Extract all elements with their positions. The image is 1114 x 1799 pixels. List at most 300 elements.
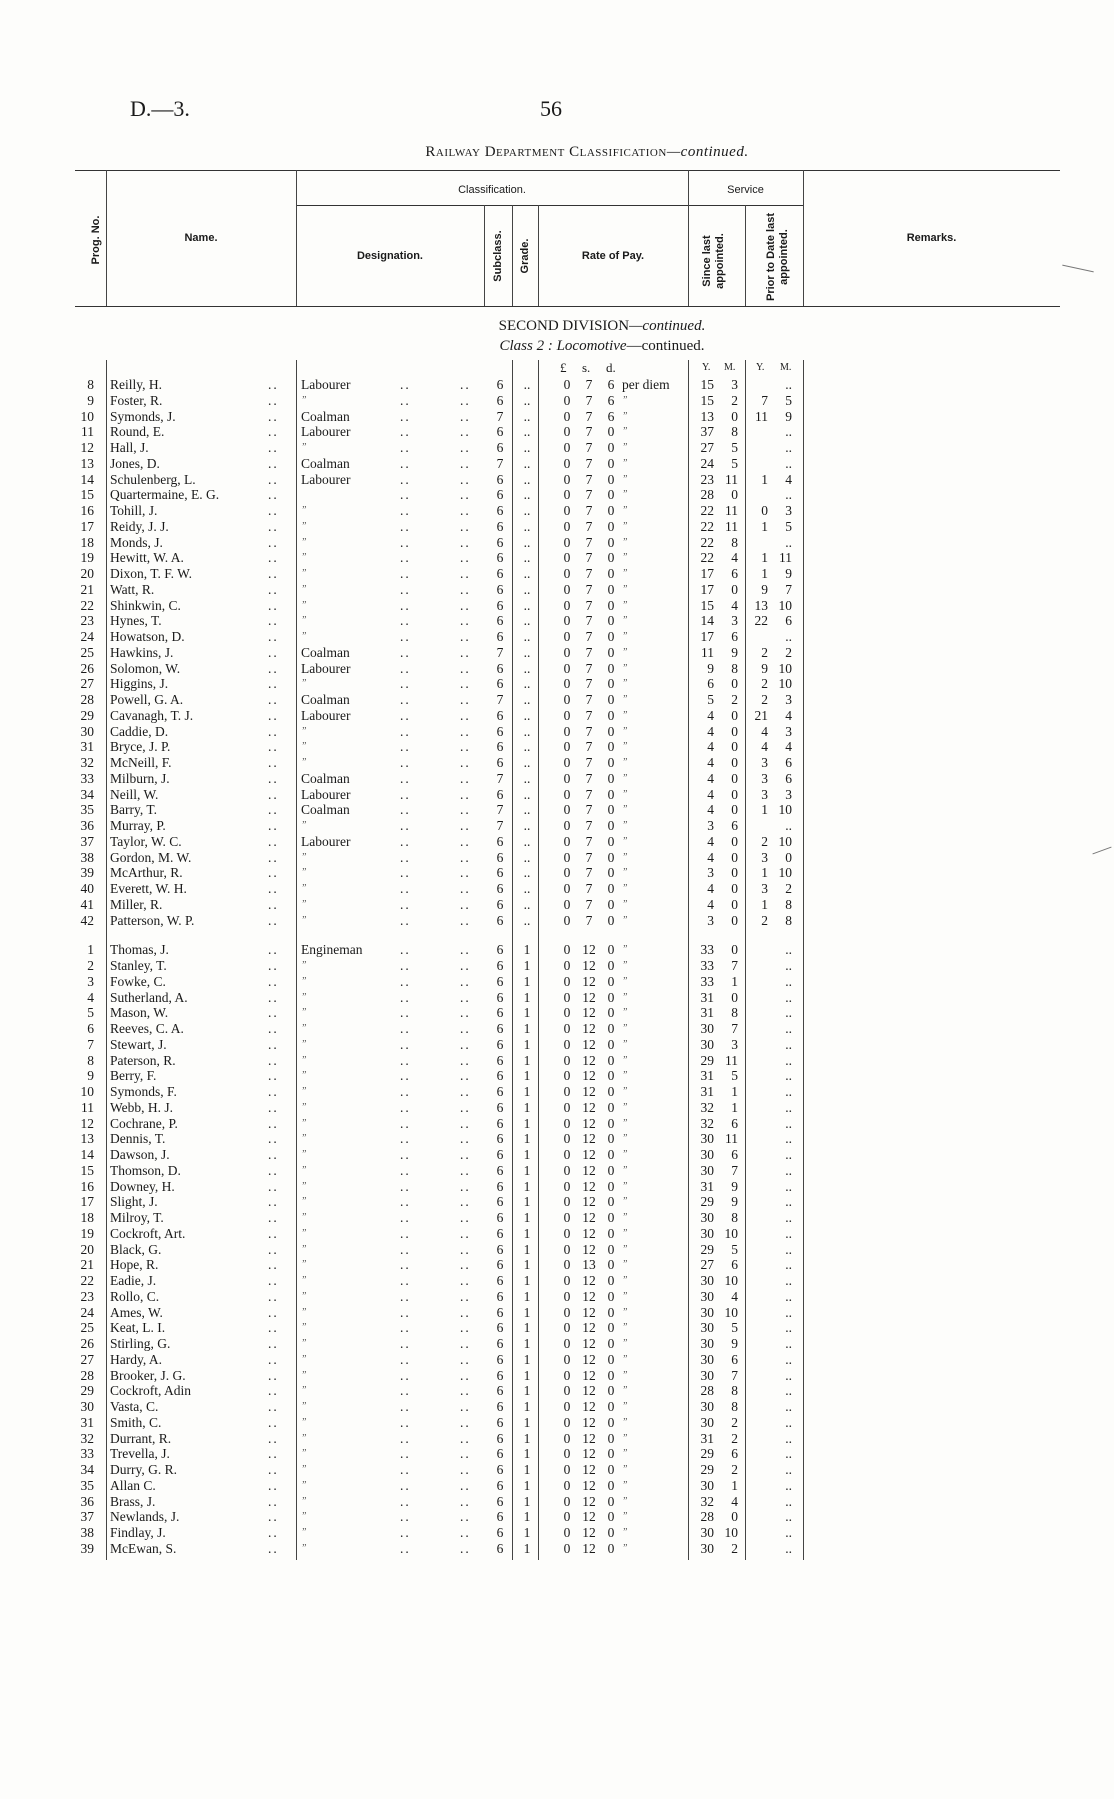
prog-no: 23 [80, 1288, 94, 1304]
leader-dots: .. [268, 613, 279, 629]
subclass: 6 [496, 440, 504, 455]
since-months: 8 [731, 1399, 738, 1414]
grade: .. [523, 518, 531, 534]
leader-dots: .. [268, 958, 279, 973]
pay-pounds: 0 [563, 1084, 571, 1099]
since-months: 11 [725, 1052, 738, 1068]
prior-months: 4 [785, 471, 792, 487]
since-years: 17 [700, 581, 714, 597]
employee-name: Downey, H. [110, 1178, 175, 1194]
leader-dots: .. [460, 424, 471, 440]
leader-dots: .. [400, 833, 411, 849]
since-years: 31 [700, 1005, 714, 1021]
pay-note: ” [622, 725, 628, 737]
pay-shillings: 12 [582, 1131, 596, 1147]
leader-dots: .. [268, 1304, 279, 1320]
employee-name: Fowke, C. [110, 973, 166, 989]
leader-dots: .. [400, 1525, 411, 1540]
since-months: 6 [731, 818, 738, 833]
pay-pence: 0 [607, 1178, 615, 1194]
unit-prior-months: M. [780, 362, 792, 373]
pay-shillings: 12 [582, 942, 596, 958]
column-header-prior-to: Prior to Date last appointed. [765, 212, 790, 302]
pay-shillings: 12 [582, 1462, 596, 1477]
since-years: 15 [700, 377, 714, 392]
leader-dots: .. [400, 1462, 411, 1477]
employee-name: Reidy, J. J. [110, 518, 169, 534]
prior-years: 2 [761, 676, 768, 692]
since-months: 0 [731, 723, 738, 739]
employee-name: Gordon, M. W. [110, 849, 192, 865]
since-years: 30 [700, 1288, 714, 1304]
since-years: 4 [707, 802, 714, 818]
leader-dots: .. [460, 1099, 471, 1115]
prog-no: 21 [80, 1257, 94, 1273]
pay-pence: 0 [607, 881, 615, 896]
designation: ” [301, 820, 307, 831]
prior-months: .. [785, 958, 792, 973]
leader-dots: .. [268, 1068, 279, 1084]
grade: 1 [523, 1225, 531, 1241]
subclass: 6 [496, 881, 504, 896]
leader-dots: .. [268, 1288, 279, 1304]
pay-pence: 0 [607, 1162, 615, 1178]
since-years: 3 [707, 865, 714, 881]
employee-name: Thomson, D. [110, 1162, 181, 1178]
since-months: 11 [725, 471, 738, 487]
since-months: 0 [731, 865, 738, 881]
designation: ” [301, 1275, 307, 1286]
pay-pounds: 0 [563, 1493, 571, 1509]
table-row [0, 1320, 1114, 1336]
column-header-classification: Classification. [458, 184, 526, 196]
grade: 1 [523, 1414, 531, 1430]
subclass: 6 [496, 865, 504, 881]
leader-dots: .. [268, 1446, 279, 1462]
grade: 1 [523, 1336, 531, 1351]
prior-months: .. [785, 377, 792, 392]
leader-dots: .. [460, 597, 471, 613]
prior-months: 11 [779, 550, 792, 566]
employee-name: Bryce, J. P. [110, 739, 171, 755]
since-years: 29 [700, 1052, 714, 1068]
leader-dots: .. [400, 1147, 411, 1162]
grade: 1 [523, 1210, 531, 1225]
subclass: 6 [496, 1084, 504, 1099]
pay-note: ” [622, 1149, 628, 1160]
pay-shillings: 7 [585, 550, 593, 566]
leader-dots: .. [268, 1383, 279, 1399]
header-bottom-rule [75, 306, 1060, 307]
prog-no: 14 [80, 1147, 94, 1162]
prog-no: 26 [80, 660, 94, 676]
designation: Coalman [301, 770, 350, 786]
subclass: 6 [496, 1257, 504, 1273]
pay-shillings: 7 [585, 786, 593, 802]
pay-pence: 0 [607, 755, 615, 770]
leader-dots: .. [268, 1036, 279, 1052]
employee-name: Vasta, C. [110, 1399, 159, 1414]
prog-no: 37 [80, 1509, 94, 1525]
prior-years: 2 [761, 644, 768, 660]
since-months: 0 [731, 786, 738, 802]
table-row [0, 1021, 1114, 1037]
pay-pence: 0 [607, 1257, 615, 1273]
table-row [0, 409, 1114, 425]
pay-shillings: 12 [582, 1147, 596, 1162]
pay-shillings: 12 [582, 1225, 596, 1241]
pay-shillings: 7 [585, 408, 593, 424]
leader-dots: .. [268, 833, 279, 849]
pay-pounds: 0 [563, 849, 571, 865]
prior-months: .. [785, 1178, 792, 1194]
employee-name: Watt, R. [110, 581, 155, 597]
subclass: 7 [496, 455, 504, 471]
leader-dots: .. [400, 865, 411, 881]
leader-dots: .. [268, 1320, 279, 1336]
leader-dots: .. [268, 660, 279, 676]
prior-months: .. [785, 1257, 792, 1273]
leader-dots: .. [268, 739, 279, 755]
table-row [0, 1005, 1114, 1021]
since-years: 27 [700, 1257, 714, 1273]
leader-dots: .. [400, 1194, 411, 1210]
leader-dots: .. [460, 865, 471, 881]
pay-shillings: 12 [582, 1005, 596, 1021]
grade: .. [523, 912, 531, 928]
pay-pence: 0 [607, 644, 615, 660]
pay-note: ” [622, 1448, 628, 1460]
employee-name: Allan C. [110, 1477, 156, 1493]
leader-dots: .. [268, 912, 279, 928]
leader-dots: .. [460, 1367, 471, 1383]
pay-note: ” [622, 426, 628, 438]
since-years: 32 [700, 1099, 714, 1115]
prog-no: 25 [80, 644, 94, 660]
pay-pounds: 0 [563, 408, 571, 424]
table-row [0, 1509, 1114, 1525]
since-years: 4 [707, 723, 714, 739]
employee-name: Dawson, J. [110, 1147, 170, 1162]
leader-dots: .. [268, 1273, 279, 1288]
pay-shillings: 7 [585, 833, 593, 849]
pay-shillings: 7 [585, 644, 593, 660]
table-row [0, 771, 1114, 787]
unit-since-years: Y. [702, 362, 711, 373]
pay-shillings: 7 [585, 739, 593, 755]
pay-pence: 0 [607, 424, 615, 440]
subclass: 7 [496, 644, 504, 660]
grade: .. [523, 566, 531, 581]
prior-months: 8 [785, 896, 792, 912]
designation: ” [301, 1086, 307, 1097]
pay-pounds: 0 [563, 660, 571, 676]
leader-dots: .. [268, 1210, 279, 1225]
pay-note: ” [622, 1479, 628, 1491]
leader-dots: .. [460, 802, 471, 818]
designation: ” [301, 583, 307, 595]
designation: ” [301, 536, 307, 548]
table-row [0, 661, 1114, 677]
employee-name: Slight, J. [110, 1194, 158, 1210]
pay-pence: 0 [607, 1336, 615, 1351]
subclass: 6 [496, 723, 504, 739]
since-years: 23 [700, 471, 714, 487]
subclass: 6 [496, 1477, 504, 1493]
pay-pence: 0 [607, 1493, 615, 1509]
since-years: 4 [707, 849, 714, 865]
pay-pence: 0 [607, 455, 615, 471]
pay-shillings: 12 [582, 1477, 596, 1493]
pay-note: ” [622, 1401, 628, 1412]
leader-dots: .. [460, 1210, 471, 1225]
leader-dots: .. [460, 581, 471, 597]
since-months: 6 [731, 1446, 738, 1462]
pay-shillings: 7 [585, 534, 593, 550]
designation: ” [301, 1369, 307, 1381]
prog-no: 33 [80, 1446, 94, 1462]
pay-pence: 0 [607, 471, 615, 487]
leader-dots: .. [268, 392, 279, 408]
leader-dots: .. [400, 1288, 411, 1304]
since-months: 5 [731, 1241, 738, 1257]
grade: 1 [523, 1021, 531, 1036]
table-row [0, 990, 1114, 1006]
pay-pounds: 0 [563, 597, 571, 613]
prog-no: 3 [87, 973, 94, 989]
pay-pence: 0 [607, 1005, 615, 1021]
pay-shillings: 12 [582, 1430, 596, 1446]
grade: .. [523, 818, 531, 833]
pay-note: ” [622, 820, 628, 831]
pay-shillings: 12 [582, 1525, 596, 1540]
prior-months: 6 [785, 613, 792, 629]
pay-shillings: 7 [585, 707, 593, 723]
pay-note: ” [622, 1023, 628, 1034]
pay-shillings: 7 [585, 613, 593, 629]
subclass: 6 [496, 1493, 504, 1509]
prior-months: 2 [785, 881, 792, 896]
leader-dots: .. [460, 1273, 471, 1288]
grade: .. [523, 534, 531, 550]
grade: 1 [523, 1273, 531, 1288]
prior-months: .. [785, 1099, 792, 1115]
prior-months: 8 [785, 912, 792, 928]
since-years: 29 [700, 1241, 714, 1257]
prog-no: 24 [80, 629, 94, 644]
leader-dots: .. [268, 1414, 279, 1430]
prog-no: 20 [80, 1241, 94, 1257]
pay-pounds: 0 [563, 692, 571, 707]
grade: .. [523, 644, 531, 660]
pay-shillings: 7 [585, 440, 593, 455]
designation: ” [301, 1385, 307, 1397]
table-row [0, 818, 1114, 834]
since-months: 9 [731, 1178, 738, 1194]
table-row [0, 1415, 1114, 1431]
pay-note: ” [622, 1369, 628, 1381]
grade: 1 [523, 1068, 531, 1084]
prior-years: 11 [755, 408, 768, 424]
grade: 1 [523, 1036, 531, 1052]
leader-dots: .. [460, 1194, 471, 1210]
since-months: 6 [731, 1351, 738, 1367]
table-row [0, 1257, 1114, 1273]
since-months: 0 [731, 487, 738, 503]
designation: ” [301, 615, 307, 627]
pay-pounds: 0 [563, 1257, 571, 1273]
leader-dots: .. [400, 440, 411, 455]
leader-dots: .. [400, 455, 411, 471]
grade: 1 [523, 1462, 531, 1477]
prog-no: 2 [87, 958, 94, 973]
pay-pounds: 0 [563, 503, 571, 518]
since-years: 29 [700, 1194, 714, 1210]
since-months: 1 [731, 1477, 738, 1493]
leader-dots: .. [268, 597, 279, 613]
prog-no: 22 [80, 1273, 94, 1288]
employee-name: Brooker, J. G. [110, 1367, 186, 1383]
table-row [0, 566, 1114, 582]
subclass: 6 [496, 1021, 504, 1036]
designation: ” [301, 568, 307, 579]
leader-dots: .. [400, 1036, 411, 1052]
since-months: 8 [731, 1210, 738, 1225]
leader-dots: .. [460, 989, 471, 1005]
prog-no: 9 [87, 392, 94, 408]
prior-years: 3 [761, 849, 768, 865]
prior-years: 21 [754, 707, 768, 723]
pay-shillings: 12 [582, 1068, 596, 1084]
subclass: 6 [496, 1336, 504, 1351]
prog-no: 13 [80, 455, 94, 471]
employee-name: Sutherland, A. [110, 989, 188, 1005]
pay-note: ” [622, 1038, 628, 1050]
pay-shillings: 12 [582, 1304, 596, 1320]
designation: ” [301, 1023, 307, 1034]
prior-months: 3 [785, 503, 792, 518]
subclass: 6 [496, 739, 504, 755]
pay-pence: 0 [607, 833, 615, 849]
prior-months: .. [785, 1068, 792, 1084]
leader-dots: .. [400, 1162, 411, 1178]
leader-dots: .. [460, 1320, 471, 1336]
table-row [0, 550, 1114, 566]
prior-years: 22 [754, 613, 768, 629]
pay-note: ” [622, 1322, 628, 1334]
leader-dots: .. [400, 739, 411, 755]
table-row [0, 1525, 1114, 1541]
pay-shillings: 12 [582, 1336, 596, 1351]
employee-name: Stanley, T. [110, 958, 167, 973]
pay-pence: 0 [607, 1351, 615, 1367]
table-row [0, 1462, 1114, 1478]
pay-note: ” [622, 694, 628, 705]
pay-pounds: 0 [563, 1052, 571, 1068]
grade: 1 [523, 1099, 531, 1115]
since-years: 3 [707, 818, 714, 833]
table-row [0, 1289, 1114, 1305]
prior-years: 9 [761, 660, 768, 676]
prior-months: .. [785, 1320, 792, 1336]
prog-no: 15 [80, 487, 94, 503]
leader-dots: .. [460, 818, 471, 833]
since-years: 17 [700, 566, 714, 581]
pay-pounds: 0 [563, 770, 571, 786]
prog-no: 41 [80, 896, 94, 912]
employee-name: Cockroft, Art. [110, 1225, 186, 1241]
leader-dots: .. [268, 1367, 279, 1383]
since-years: 3 [707, 912, 714, 928]
column-header-designation: Designation. [356, 250, 423, 262]
pay-pence: 0 [607, 518, 615, 534]
leader-dots: .. [460, 1304, 471, 1320]
pay-pence: 0 [607, 1131, 615, 1147]
pay-pounds: 0 [563, 912, 571, 928]
pay-pence: 0 [607, 1304, 615, 1320]
designation: ” [301, 1464, 307, 1475]
prog-no: 25 [80, 1320, 94, 1336]
prog-no: 14 [80, 471, 94, 487]
grade: .. [523, 408, 531, 424]
table-row [0, 1084, 1114, 1100]
since-years: 11 [701, 644, 714, 660]
since-months: 10 [724, 1304, 738, 1320]
prior-months: 10 [778, 597, 792, 613]
since-months: 0 [731, 770, 738, 786]
leader-dots: .. [400, 989, 411, 1005]
prog-no: 17 [80, 518, 94, 534]
subclass: 6 [496, 1162, 504, 1178]
grade: 1 [523, 1383, 531, 1399]
leader-dots: .. [268, 1399, 279, 1414]
prior-months: 6 [785, 755, 792, 770]
since-months: 10 [724, 1525, 738, 1540]
subclass: 6 [496, 1509, 504, 1525]
leader-dots: .. [400, 1068, 411, 1084]
designation: ” [301, 741, 307, 753]
employee-name: Stewart, J. [110, 1036, 167, 1052]
pay-pounds: 0 [563, 1021, 571, 1036]
subclass: 6 [496, 973, 504, 989]
leader-dots: .. [460, 676, 471, 692]
leader-dots: .. [400, 408, 411, 424]
pay-note: ” [622, 1385, 628, 1397]
pay-shillings: 7 [585, 503, 593, 518]
prog-no: 26 [80, 1336, 94, 1351]
designation: ” [301, 867, 307, 879]
prog-no: 42 [80, 912, 94, 928]
prior-months: 10 [778, 865, 792, 881]
pay-pence: 0 [607, 581, 615, 597]
pay-note: ” [622, 1353, 628, 1365]
leader-dots: .. [460, 786, 471, 802]
pay-pence: 0 [607, 1477, 615, 1493]
since-years: 22 [700, 534, 714, 550]
prior-months: 6 [785, 770, 792, 786]
leader-dots: .. [400, 942, 411, 958]
leader-dots: .. [268, 1178, 279, 1194]
since-years: 33 [700, 973, 714, 989]
pay-pounds: 0 [563, 455, 571, 471]
column-header-subclass: Subclass. [492, 230, 504, 282]
since-years: 30 [700, 1131, 714, 1147]
leader-dots: .. [460, 707, 471, 723]
since-months: 8 [731, 1383, 738, 1399]
subclass: 6 [496, 942, 504, 958]
prior-months: .. [785, 1273, 792, 1288]
pay-pounds: 0 [563, 802, 571, 818]
